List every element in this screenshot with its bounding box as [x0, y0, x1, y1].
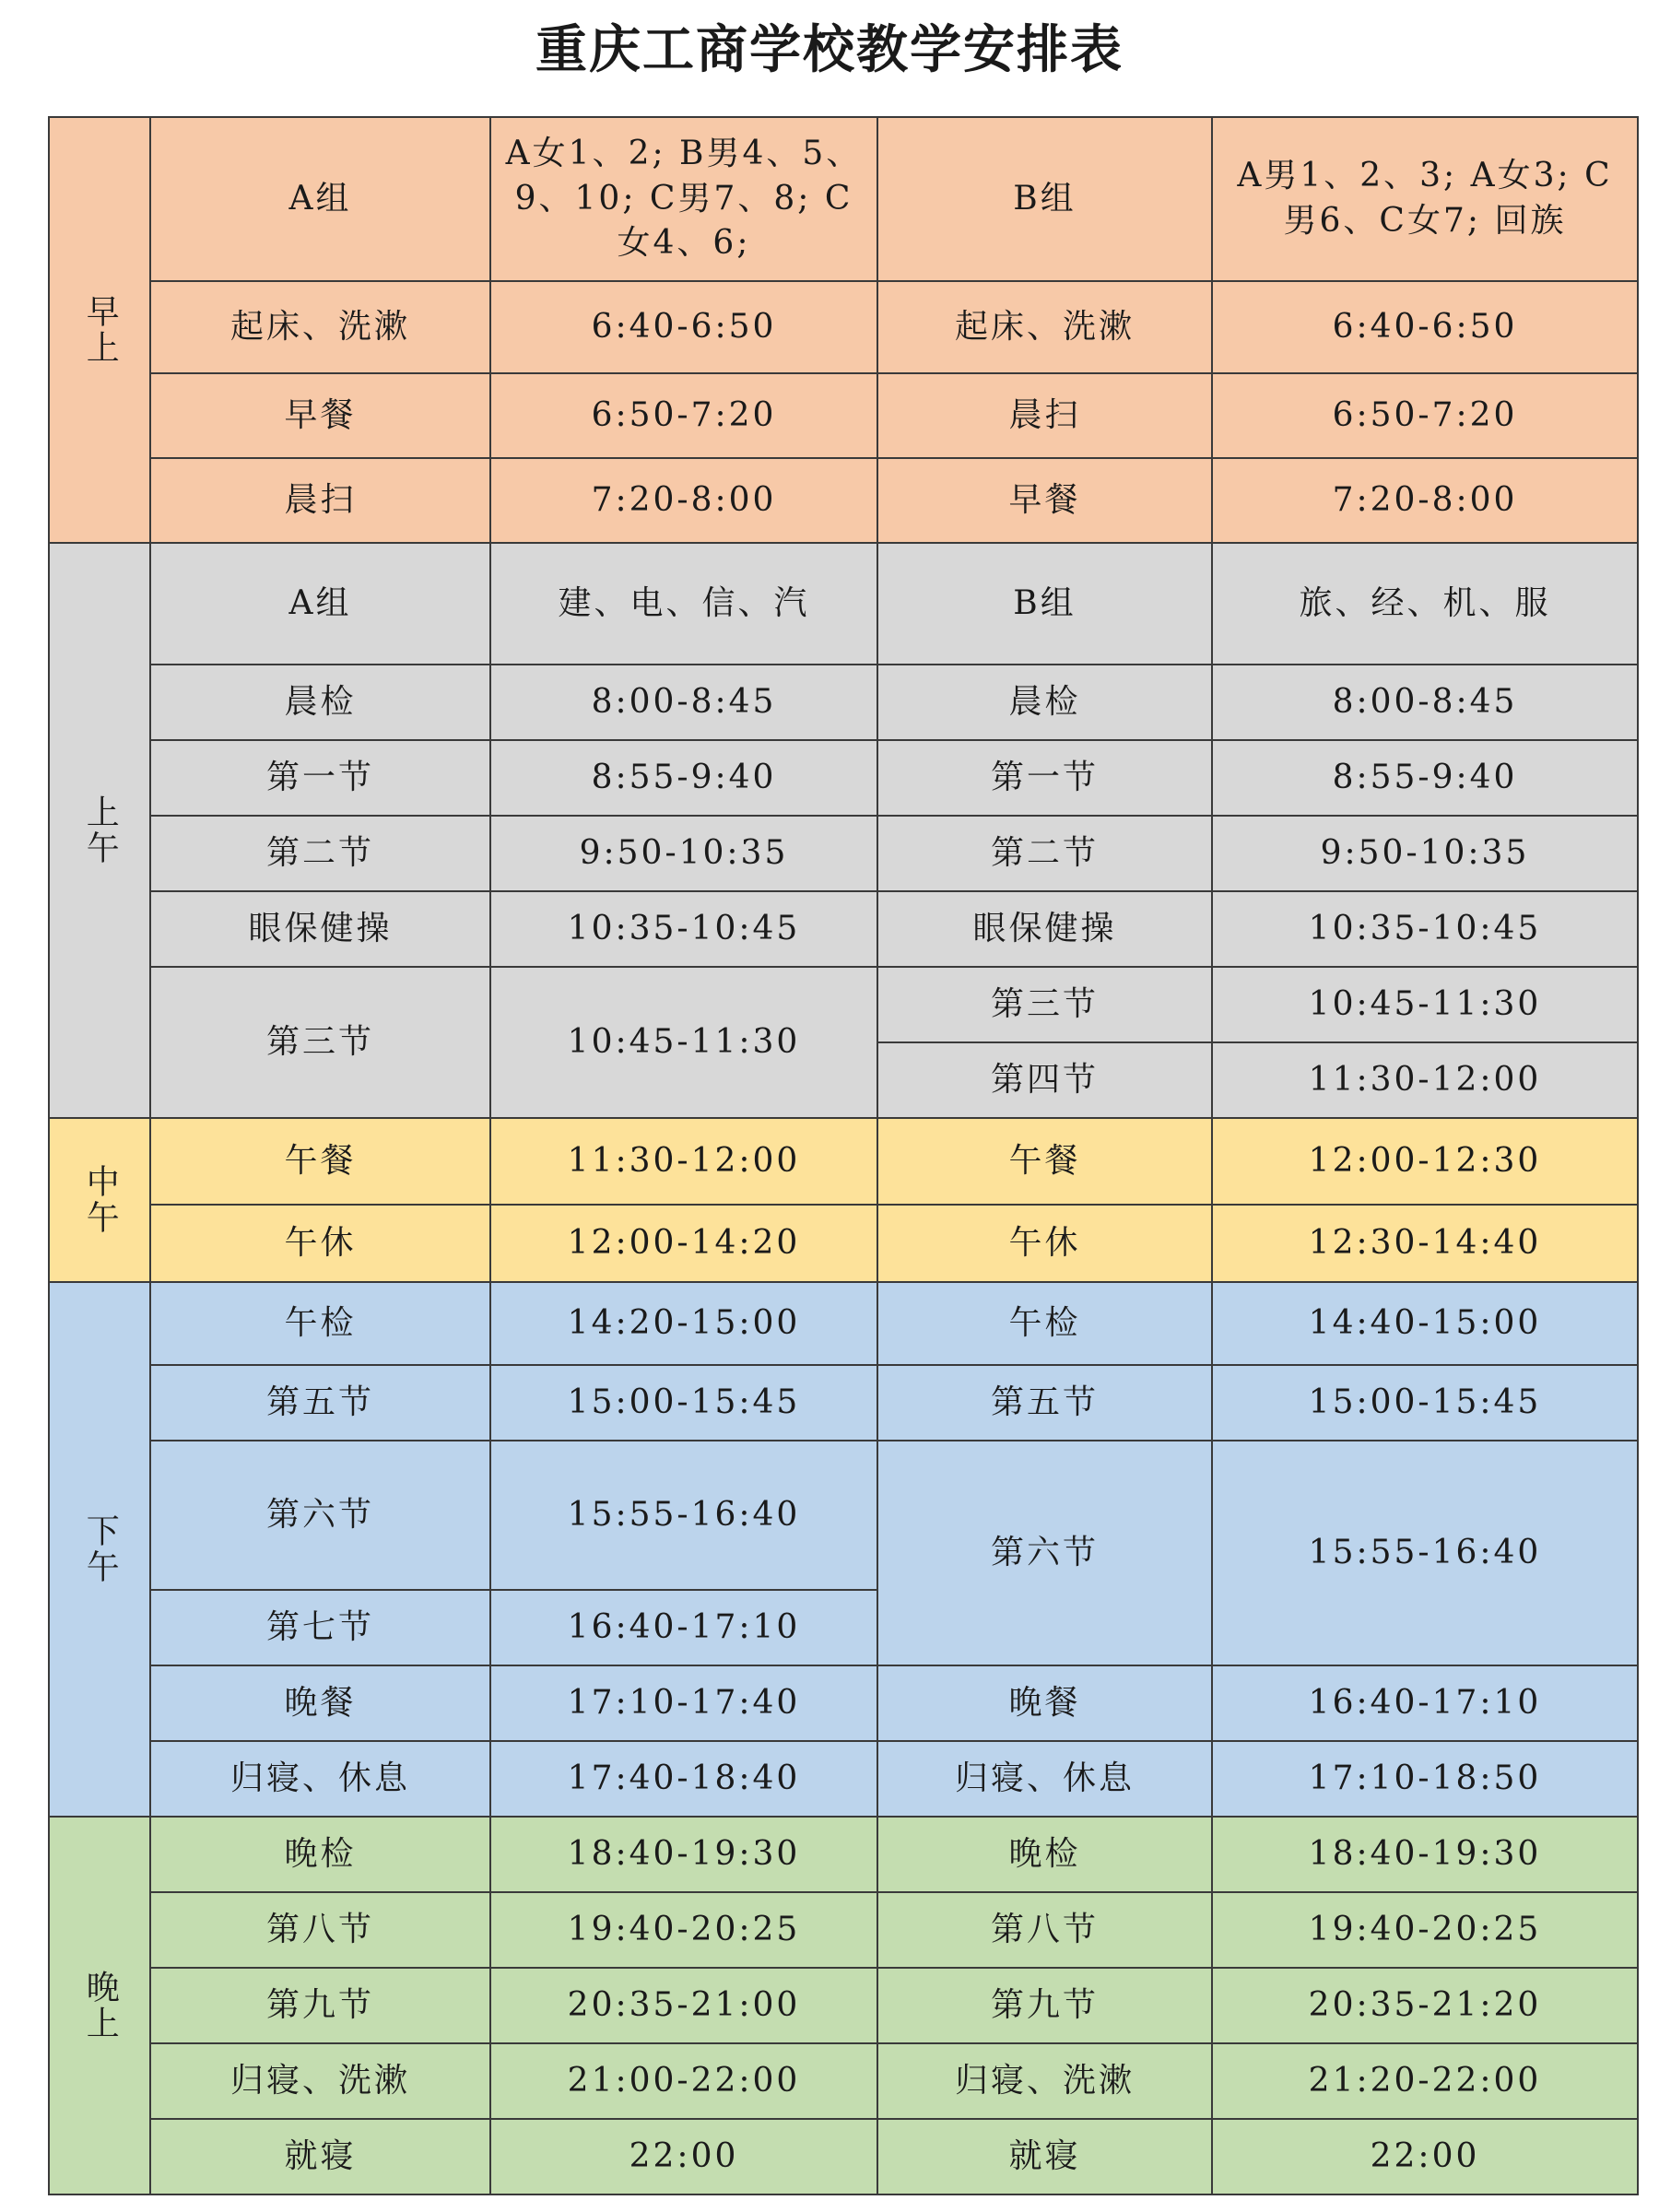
group-a-activity: 归寝、洗漱 [150, 2043, 490, 2119]
group-b-label: B组 [877, 117, 1212, 281]
group-b-activity: 第九节 [877, 1968, 1212, 2043]
group-b-time: 6:40-6:50 [1212, 281, 1638, 373]
schedule-table [48, 116, 1639, 2195]
group-a-label: A组 [150, 543, 490, 665]
group-b-time: 10:45-11:30 [1212, 967, 1638, 1042]
am-header-row [49, 543, 1638, 665]
group-b-time: 21:20-22:00 [1212, 2043, 1638, 2119]
period-label-am: 上午 [49, 543, 150, 1118]
group-a-activity: 就寝 [150, 2119, 490, 2194]
group-a-activity: 午检 [150, 1282, 490, 1365]
table-row [49, 1665, 1638, 1741]
group-b-time: 7:20-8:00 [1212, 458, 1638, 543]
group-a-time: 15:55-16:40 [490, 1441, 877, 1590]
group-b-time: 12:00-12:30 [1212, 1118, 1638, 1205]
group-b-activity: 午餐 [877, 1118, 1212, 1205]
group-a-activity: 第九节 [150, 1968, 490, 2043]
group-b-activity: 午休 [877, 1205, 1212, 1282]
table-row [49, 891, 1638, 967]
group-a-activity: 晨扫 [150, 458, 490, 543]
group-b-time: 10:35-10:45 [1212, 891, 1638, 967]
group-b-time: 17:10-18:50 [1212, 1741, 1638, 1817]
group-b-majors: 旅、经、机、服 [1212, 543, 1638, 665]
group-a-time: 15:00-15:45 [490, 1365, 877, 1441]
group-a-label: A组 [150, 117, 490, 281]
group-a-activity: 晚餐 [150, 1665, 490, 1741]
period-label-morning: 早上 [49, 117, 150, 543]
group-a-time: 18:40-19:30 [490, 1817, 877, 1892]
group-b-time: 22:00 [1212, 2119, 1638, 2194]
group-a-majors: 建、电、信、汽 [490, 543, 877, 665]
group-b-time: 18:40-19:30 [1212, 1817, 1638, 1892]
group-b-members: A男1、2、3; A女3; C男6、C女7; 回族 [1212, 117, 1638, 281]
group-b-activity: 午检 [877, 1282, 1212, 1365]
group-a-time: 7:20-8:00 [490, 458, 877, 543]
group-a-time: 14:20-15:00 [490, 1282, 877, 1365]
group-a-time: 20:35-21:00 [490, 1968, 877, 2043]
group-a-activity: 晨检 [150, 665, 490, 740]
group-b-activity: 晚餐 [877, 1665, 1212, 1741]
group-a-activity: 起床、洗漱 [150, 281, 490, 373]
group-a-activity: 眼保健操 [150, 891, 490, 967]
group-a-time: 17:40-18:40 [490, 1741, 877, 1817]
group-a-time: 6:40-6:50 [490, 281, 877, 373]
group-a-activity: 第二节 [150, 816, 490, 891]
group-a-activity: 午餐 [150, 1118, 490, 1205]
table-row [49, 2043, 1638, 2119]
group-b-time: 6:50-7:20 [1212, 373, 1638, 458]
group-b-activity: 归寝、休息 [877, 1741, 1212, 1817]
group-b-activity: 第五节 [877, 1365, 1212, 1441]
group-b-time: 15:55-16:40 [1212, 1441, 1638, 1665]
table-row [49, 1968, 1638, 2043]
group-b-activity: 眼保健操 [877, 891, 1212, 967]
group-a-activity: 第七节 [150, 1590, 490, 1665]
group-a-activity: 午休 [150, 1205, 490, 1282]
group-a-time: 6:50-7:20 [490, 373, 877, 458]
group-b-time: 11:30-12:00 [1212, 1042, 1638, 1118]
group-b-activity: 第三节 [877, 967, 1212, 1042]
table-row [49, 2119, 1638, 2194]
group-a-time: 8:00-8:45 [490, 665, 877, 740]
table-row [49, 1205, 1638, 1282]
table-row [49, 967, 1638, 1042]
group-b-time: 9:50-10:35 [1212, 816, 1638, 891]
table-row [49, 816, 1638, 891]
group-a-time: 11:30-12:00 [490, 1118, 877, 1205]
group-b-activity: 第六节 [877, 1441, 1212, 1665]
group-b-time: 12:30-14:40 [1212, 1205, 1638, 1282]
table-row [49, 1365, 1638, 1441]
group-a-activity: 晚检 [150, 1817, 490, 1892]
group-a-time: 16:40-17:10 [490, 1590, 877, 1665]
group-a-activity: 第八节 [150, 1892, 490, 1968]
group-b-time: 8:55-9:40 [1212, 740, 1638, 816]
period-label-evening: 晚上 [49, 1817, 150, 2194]
table-row [49, 1441, 1638, 1590]
table-row [49, 458, 1638, 543]
table-row [49, 1118, 1638, 1205]
group-b-time: 15:00-15:45 [1212, 1365, 1638, 1441]
group-b-activity: 早餐 [877, 458, 1212, 543]
group-a-activity: 第六节 [150, 1441, 490, 1590]
group-a-time: 10:35-10:45 [490, 891, 877, 967]
group-a-time: 21:00-22:00 [490, 2043, 877, 2119]
group-b-time: 14:40-15:00 [1212, 1282, 1638, 1365]
group-b-activity: 第二节 [877, 816, 1212, 891]
group-b-activity: 第一节 [877, 740, 1212, 816]
group-b-label: B组 [877, 543, 1212, 665]
group-b-time: 20:35-21:20 [1212, 1968, 1638, 2043]
group-b-activity: 第八节 [877, 1892, 1212, 1968]
group-b-activity: 晚检 [877, 1817, 1212, 1892]
period-label-pm: 下午 [49, 1282, 150, 1817]
group-b-time: 19:40-20:25 [1212, 1892, 1638, 1968]
table-row [49, 1817, 1638, 1892]
group-a-activity: 第三节 [150, 967, 490, 1118]
group-a-activity: 第一节 [150, 740, 490, 816]
page-title: 重庆工商学校教学安排表 [535, 19, 1124, 80]
group-b-activity: 起床、洗漱 [877, 281, 1212, 373]
group-b-activity: 第四节 [877, 1042, 1212, 1118]
group-a-activity: 第五节 [150, 1365, 490, 1441]
group-b-activity: 晨扫 [877, 373, 1212, 458]
group-b-activity: 就寝 [877, 2119, 1212, 2194]
group-a-time: 12:00-14:20 [490, 1205, 877, 1282]
group-b-activity: 晨检 [877, 665, 1212, 740]
morning-header-row [49, 117, 1638, 281]
table-row [49, 281, 1638, 373]
group-a-activity: 归寝、休息 [150, 1741, 490, 1817]
table-row [49, 1741, 1638, 1817]
group-b-activity: 归寝、洗漱 [877, 2043, 1212, 2119]
group-a-time: 10:45-11:30 [490, 967, 877, 1118]
group-b-time: 8:00-8:45 [1212, 665, 1638, 740]
group-a-time: 9:50-10:35 [490, 816, 877, 891]
group-a-time: 8:55-9:40 [490, 740, 877, 816]
table-row [49, 665, 1638, 740]
group-a-time: 19:40-20:25 [490, 1892, 877, 1968]
period-label-noon: 中午 [49, 1118, 150, 1282]
group-a-time: 17:10-17:40 [490, 1665, 877, 1741]
table-row [49, 1282, 1638, 1365]
table-row [49, 1892, 1638, 1968]
table-row [49, 373, 1638, 458]
group-a-members: A女1、2; B男4、5、9、10; C男7、8; C女4、6; [490, 117, 877, 281]
table-row [49, 740, 1638, 816]
group-a-time: 22:00 [490, 2119, 877, 2194]
group-a-activity: 早餐 [150, 373, 490, 458]
group-b-time: 16:40-17:10 [1212, 1665, 1638, 1741]
